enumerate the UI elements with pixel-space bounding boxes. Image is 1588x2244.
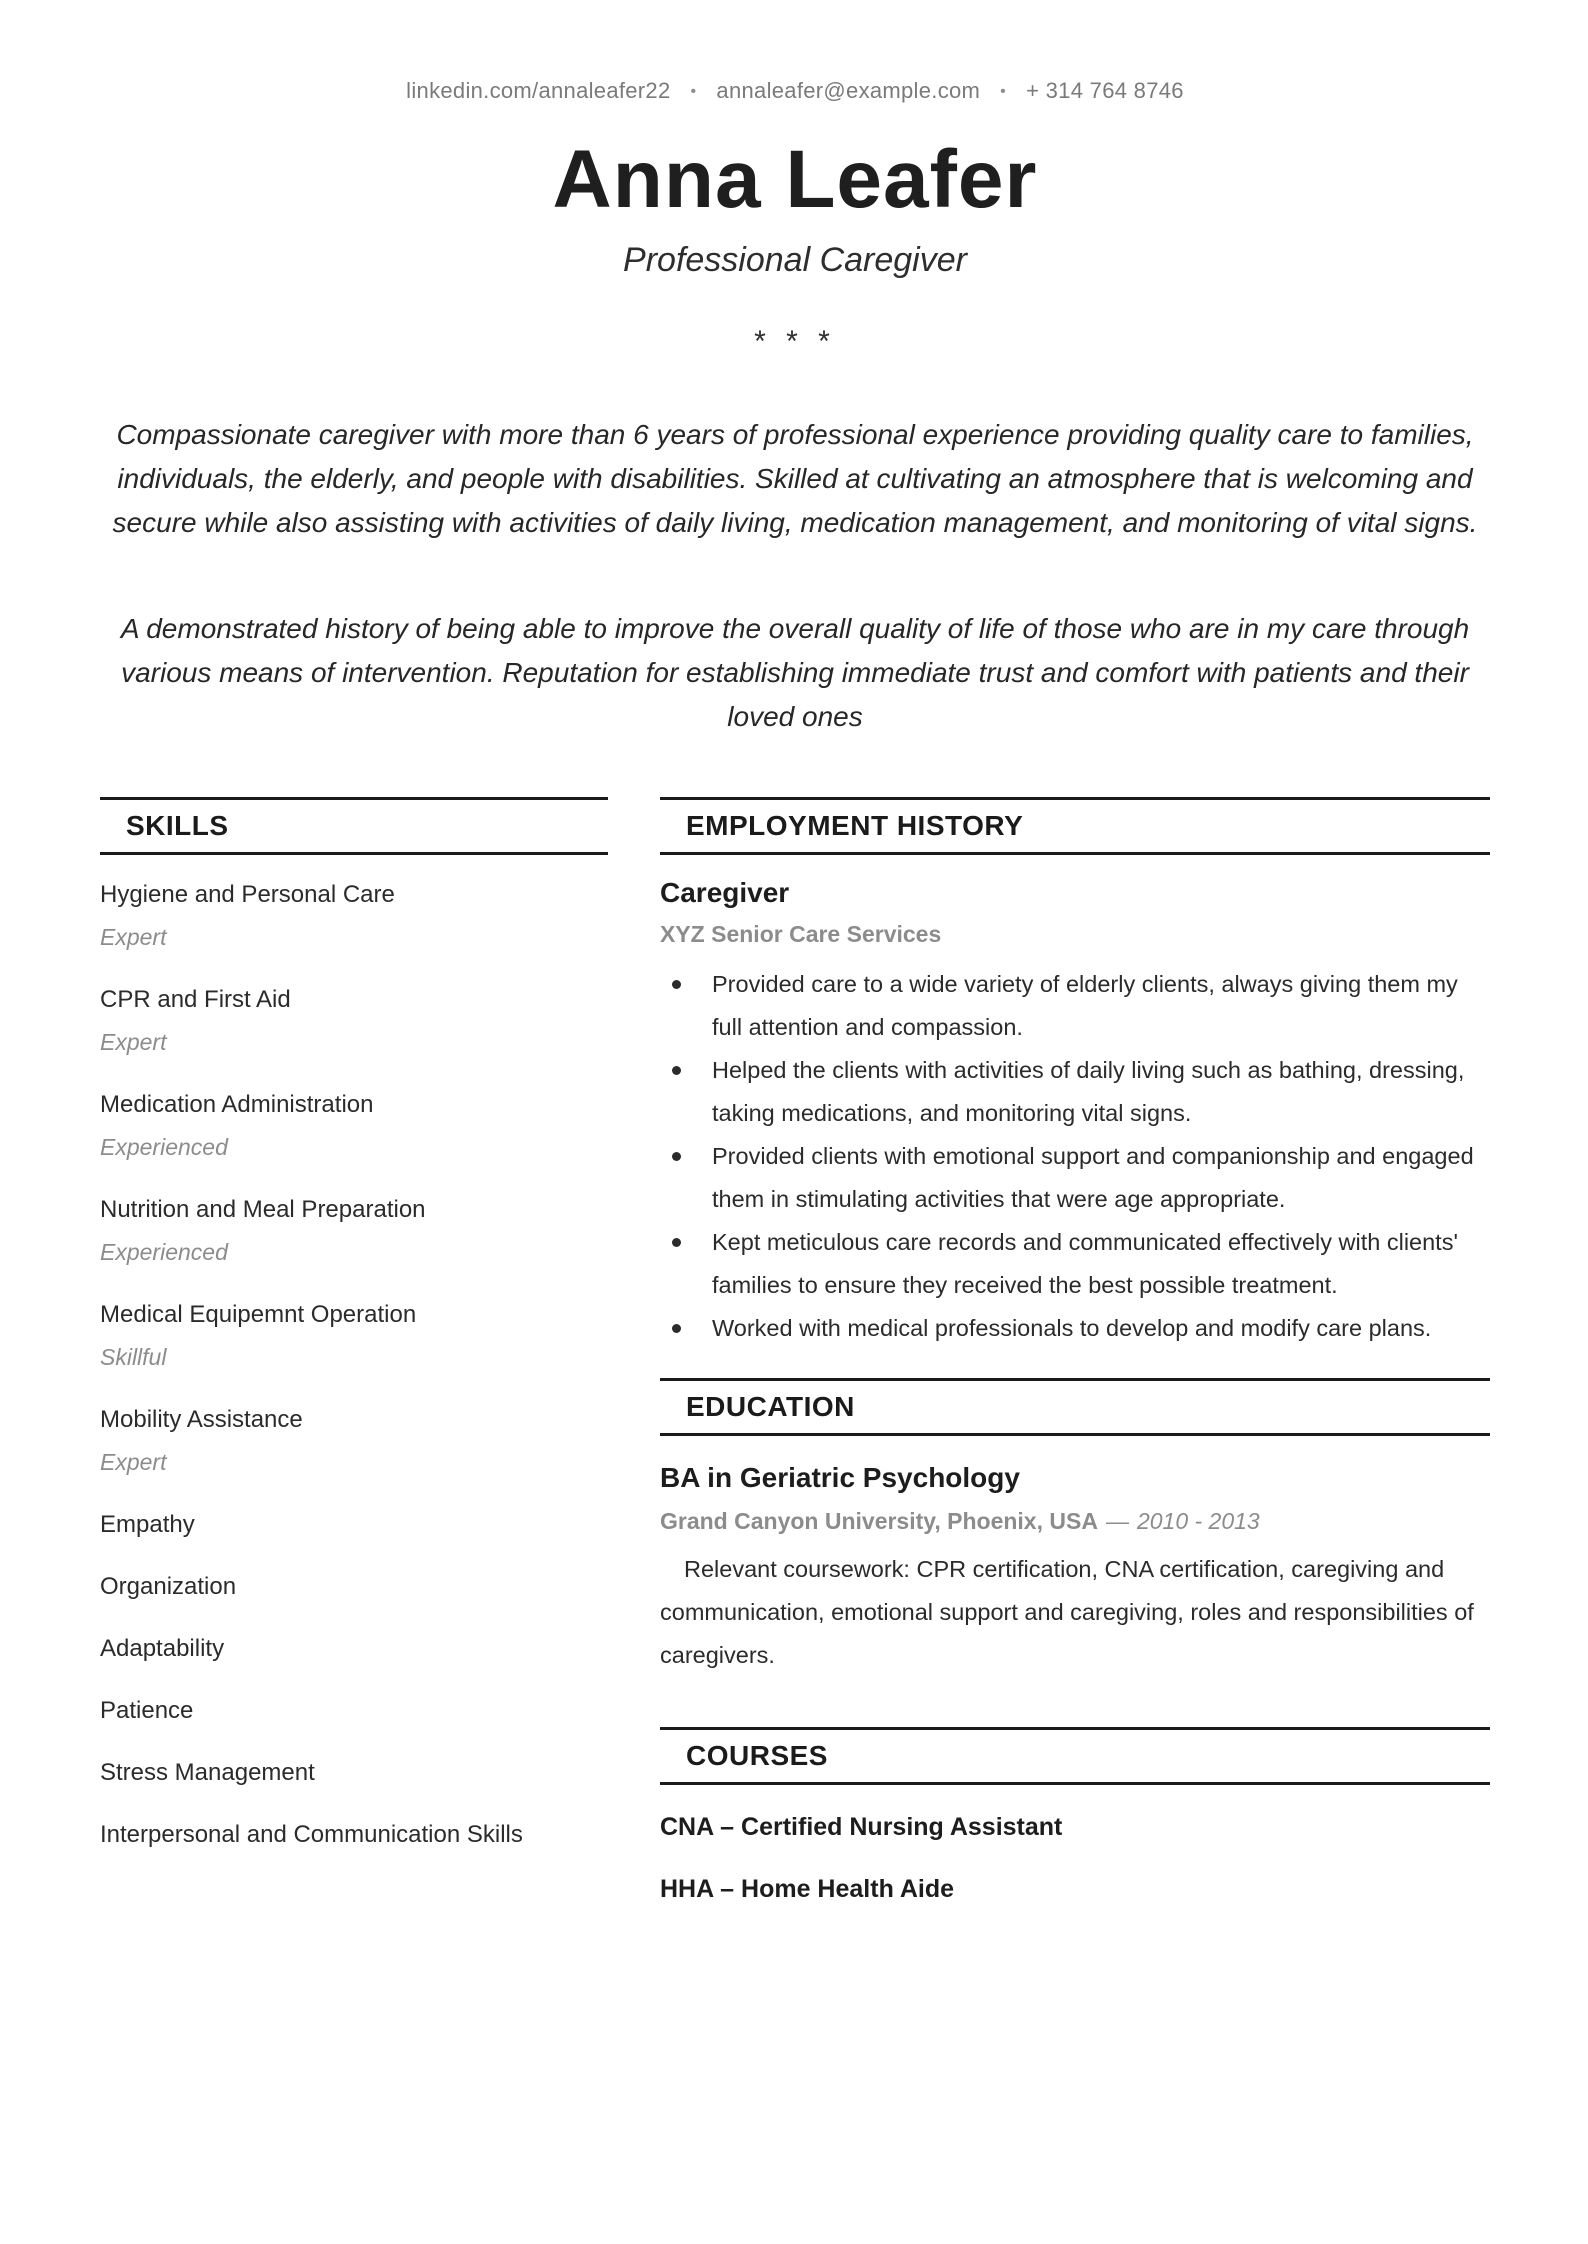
skill-name: CPR and First Aid <box>100 986 291 1013</box>
skill-item <box>100 1083 608 1169</box>
job-bullet-text: Kept meticulous care records and communicated effectively with clients' families to ensure they received the best possible treatment. <box>712 1229 1458 1298</box>
skill-item <box>100 1293 608 1379</box>
job-bullet-text: Provided care to a wide variety of elderly clients, always giving them my full attention and compassion. <box>712 971 1458 1040</box>
education-dates: 2010 - 2013 <box>1136 1508 1260 1534</box>
job-entry <box>660 875 1490 1350</box>
job-bullet <box>660 963 1490 1049</box>
courses-section-heading: COURSES <box>660 1727 1490 1785</box>
right-column <box>660 797 1490 1935</box>
job-bullet-text: Worked with medical professionals to develop and modify care plans. <box>712 1315 1432 1341</box>
skill-level: Experienced <box>100 1134 228 1160</box>
skill-item <box>100 1689 608 1732</box>
skill-level: Experienced <box>100 1239 228 1265</box>
job-bullet <box>660 1221 1490 1307</box>
skill-name: Nutrition and Meal Preparation <box>100 1196 426 1223</box>
course-item: HHA – Home Health Aide <box>660 1875 955 1903</box>
contact-linkedin: linkedin.com/annaleafer22 <box>406 78 671 103</box>
left-column <box>100 797 608 1935</box>
skill-name: Adaptability <box>100 1635 225 1662</box>
contact-phone: + 314 764 8746 <box>1026 78 1184 103</box>
skill-item <box>100 873 608 959</box>
skill-name: Interpersonal and Communication Skills <box>100 1821 523 1848</box>
skill-item <box>100 1627 608 1670</box>
education-section-heading: EDUCATION <box>660 1378 1490 1436</box>
jobs-list <box>660 875 1490 1350</box>
professional-title: Professional Caregiver <box>623 241 967 279</box>
contact-email: annaleafer@example.com <box>716 78 981 103</box>
stars-divider: * * * <box>754 325 836 358</box>
skill-name: Empathy <box>100 1511 195 1538</box>
job-company: XYZ Senior Care Services <box>660 921 942 947</box>
education-dates-separator: — <box>1105 1508 1129 1534</box>
courses-list <box>660 1811 1490 1905</box>
skill-name: Stress Management <box>100 1759 315 1786</box>
education-school-line <box>660 1506 1490 1536</box>
skills-section-heading: SKILLS <box>100 797 608 855</box>
skill-level: Expert <box>100 1449 167 1475</box>
summary-paragraph-2: A demonstrated history of being able to improve the overall quality of life of those who are in my care through various means of intervention. Reputation for establishing immediate trust and comfort with patients and their loved ones <box>120 613 1470 732</box>
contact-separator-dot: • <box>1000 83 1007 100</box>
job-bullets <box>660 963 1490 1350</box>
contact-separator-dot: • <box>690 83 697 100</box>
two-column-layout <box>100 797 1490 1935</box>
employment-section-heading: EMPLOYMENT HISTORY <box>660 797 1490 855</box>
summary-paragraph-1: Compassionate caregiver with more than 6 years of professional experience providing quality care to families, individuals, the elderly, and people with disabilities. Skilled at cultivating an atmosphere that is welcoming and secure while also assisting with activities of daily living, medication management, and monitoring of vital signs. <box>112 419 1478 538</box>
skill-item <box>100 1751 608 1794</box>
job-bullet <box>660 1049 1490 1135</box>
education-school: Grand Canyon University, Phoenix, USA <box>660 1508 1098 1534</box>
skill-item <box>100 1188 608 1274</box>
skill-item <box>100 1813 608 1856</box>
skill-level: Expert <box>100 924 167 950</box>
skill-name: Organization <box>100 1573 237 1600</box>
skills-list <box>100 873 608 1856</box>
skill-item <box>100 978 608 1064</box>
job-bullet-text: Helped the clients with activities of daily living such as bathing, dressing, taking medications, and monitoring vital signs. <box>712 1057 1465 1126</box>
skill-name: Medical Equipemnt Operation <box>100 1301 417 1328</box>
job-title: Caregiver <box>660 877 790 908</box>
contact-bar <box>100 78 1490 105</box>
job-bullet <box>660 1307 1490 1350</box>
job-bullet <box>660 1135 1490 1221</box>
course-item: CNA – Certified Nursing Assistant <box>660 1813 1063 1841</box>
skill-name: Patience <box>100 1697 194 1724</box>
education-coursework: Relevant coursework: CPR certification, CNA certification, caregiving and communication, emotional support and caregiving, roles and responsibilities of caregivers. <box>660 1556 1474 1668</box>
skill-item <box>100 1398 608 1484</box>
skill-name: Hygiene and Personal Care <box>100 881 395 908</box>
skill-level: Skillful <box>100 1344 167 1370</box>
skill-name: Mobility Assistance <box>100 1406 303 1433</box>
page-title: Anna Leafer <box>552 134 1038 225</box>
skill-item <box>100 1565 608 1608</box>
skill-item <box>100 1503 608 1546</box>
skill-level: Expert <box>100 1029 167 1055</box>
skill-name: Medication Administration <box>100 1091 374 1118</box>
education-degree: BA in Geriatric Psychology <box>660 1462 1020 1493</box>
job-bullet-text: Provided clients with emotional support and companionship and engaged them in stimulating activities that were age appropriate. <box>712 1143 1474 1212</box>
